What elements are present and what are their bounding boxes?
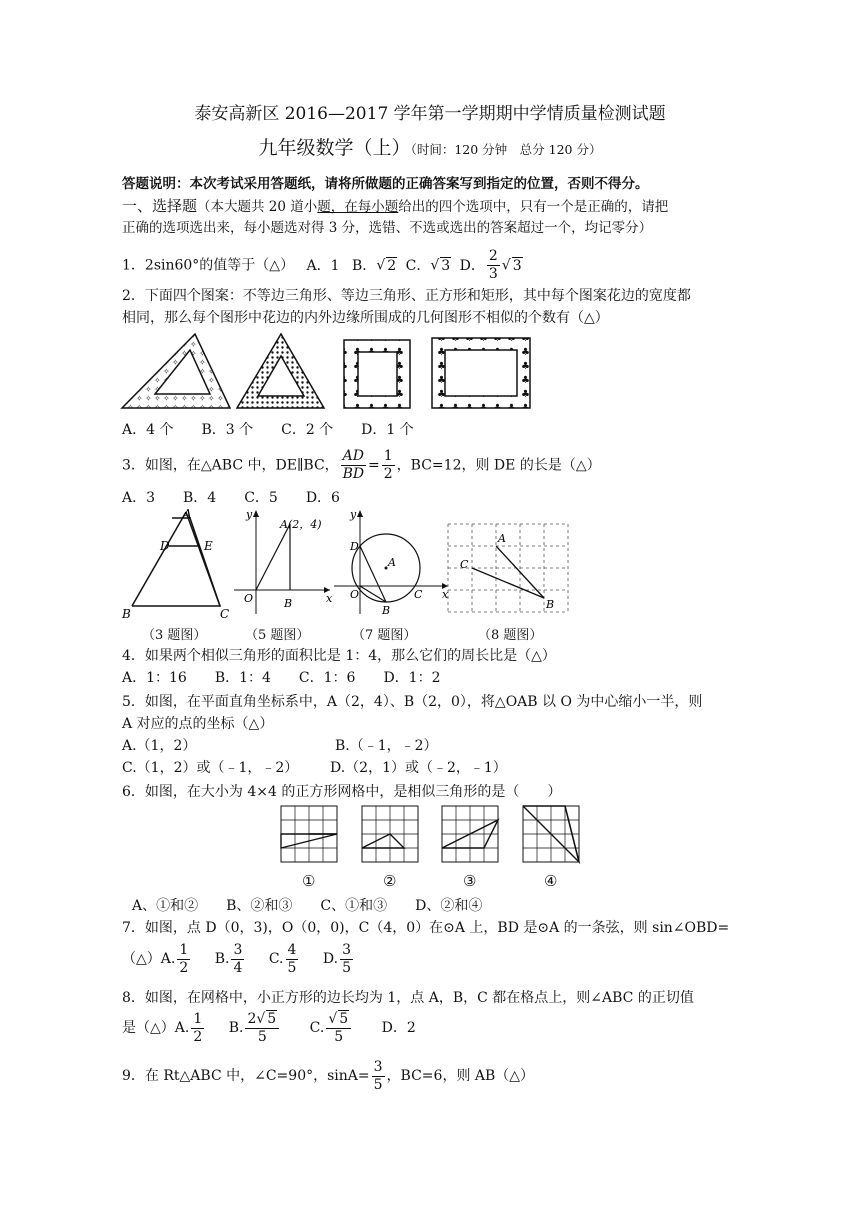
q7-prefix: （△）A. xyxy=(122,951,176,967)
caption-fig7: （7 题图） xyxy=(352,628,417,643)
fig7-label-o: O xyxy=(350,588,360,601)
q2-line1: 2．下面四个图案：不等边三角形、等边三角形、正方形和矩形，其中每个图案花边的宽度都 xyxy=(122,288,691,304)
q7-c-num: 4 xyxy=(287,941,297,958)
q7-b-fraction xyxy=(231,942,244,977)
q3-half-fraction xyxy=(382,448,395,483)
q7-options xyxy=(122,940,355,978)
q7-b-num: 3 xyxy=(233,941,243,958)
fig8-label-a: A xyxy=(498,532,506,545)
q9-stem: 9．在 Rt△ABC 中，∠C=90°，sinA= xyxy=(122,1068,370,1084)
q8-options xyxy=(122,1008,416,1048)
answer-instruction: 答题说明：本次考试采用答题纸，请将所做题的正确答案写到指定的位置，否则不得分。 xyxy=(122,176,649,192)
q9-den: 5 xyxy=(373,1076,383,1093)
q5-option-a: A.（1，2） xyxy=(122,738,197,754)
q3-den2: 2 xyxy=(383,466,393,482)
q8-option-b: B. xyxy=(228,1020,244,1036)
q7-a-num: 1 xyxy=(179,941,189,958)
q9-num: 3 xyxy=(373,1058,383,1075)
q7-line1: 7．如图，点 D（0，3)，O（0，0)，C（4，0）在⊙A 上，BD 是⊙A 的一条弦，则 sin∠OBD= xyxy=(122,920,730,936)
figure-8-grid xyxy=(444,520,574,616)
fig7-label-c: C xyxy=(414,588,423,601)
q1-d-den: 3 xyxy=(488,266,498,282)
section-heading: 一、选择题 xyxy=(122,197,198,215)
fig7-label-b: B xyxy=(382,604,391,617)
q2-options: A．4 个 B．3 个 C．2 个 D．1 个 xyxy=(122,422,414,438)
q7-d-den: 5 xyxy=(342,959,351,976)
q4-stem: 4．如果两个相似三角形的面积比是 1：4，那么它们的周长比是（△） xyxy=(122,648,556,664)
q3-num: AD xyxy=(342,448,365,464)
q1-stem: 1．2sin60°的值等于（△） xyxy=(122,257,295,274)
fig5-axis-y: y xyxy=(246,508,253,521)
fig3-label-e: E xyxy=(204,539,213,553)
q5-line1: 5．如图，在平面直角坐标系中，A（2，4）、B（2，0），将△OAB 以 O 为中心缩小一半，则 xyxy=(122,694,703,710)
grid-2 xyxy=(362,806,418,862)
q1-c-radicand: 3 xyxy=(441,257,451,274)
fig7-label-a: A xyxy=(388,556,396,569)
figure-3 xyxy=(120,508,230,620)
question-1: 1．2sin60°的值等于（△） A．1 B．√ 2 C．√ 3 D． $\frac{2}{3}$ √ 3 xyxy=(122,248,522,282)
underlined-text: 题，在每小题 xyxy=(317,199,399,215)
q3-options: A．3 B．4 C．5 D．6 xyxy=(122,490,340,506)
fig7-axis-x: x xyxy=(442,588,449,601)
fig3-label-a: A xyxy=(183,508,192,521)
q8-c-den: 5 xyxy=(334,1028,344,1045)
q1-b-radicand: 2 xyxy=(387,257,397,274)
q3-tail: ，BC=12，则 DE 的长是（△） xyxy=(396,457,601,474)
q8-a-fraction xyxy=(191,1011,204,1046)
caption-fig5: （5 题图） xyxy=(245,628,310,643)
q8-b-radicand: 5 xyxy=(267,1010,277,1027)
fig8-label-b: B xyxy=(546,598,555,611)
fig5-axis-x: x xyxy=(326,592,333,605)
q1-d-num: 2 xyxy=(488,248,498,264)
q8-option-c: C. xyxy=(309,1020,325,1036)
section-intro-part: 给出的四个选项中，只有一个是正确的，请把 xyxy=(398,199,669,215)
grid-3 xyxy=(442,806,498,862)
q8-line1: 8．如图，在网格中，小正方形的边长均为 1，点 A，B，C 都在格点上，则∠ABC 的正切值 xyxy=(122,990,694,1006)
rectangle-frame xyxy=(432,338,530,408)
q9-tail: ，BC=6，则 AB（△） xyxy=(386,1068,535,1084)
fig8-label-c: C xyxy=(460,558,469,571)
figure-7 xyxy=(330,506,450,618)
q5-option-d: D.（2，1）或（﹣2，﹣1） xyxy=(330,760,507,776)
q3-equals: = xyxy=(368,457,380,474)
question-3 xyxy=(122,448,601,483)
q5-option-b: B.（﹣1，﹣2） xyxy=(335,738,438,754)
grid-label-4: ④ xyxy=(544,872,558,890)
q1-option-d: D． xyxy=(459,257,485,274)
grid-label-2: ② xyxy=(383,872,397,890)
equilateral-triangle-frame xyxy=(237,334,324,408)
q8-b-fraction xyxy=(245,1011,279,1046)
q9-fraction xyxy=(372,1059,385,1094)
q7-d-num: 3 xyxy=(342,941,351,958)
q7-a-den: 2 xyxy=(179,959,189,976)
section-intro-line2: 正确的选项选出来，每小题选对得 3 分，选错、不选或选出的答案超过一个，均记零分） xyxy=(122,220,653,236)
q8-b-num: 2√ 5 xyxy=(245,1011,279,1029)
grid-4 xyxy=(523,806,579,862)
scalene-triangle-frame xyxy=(122,334,230,408)
q7-d-fraction xyxy=(340,942,353,977)
q8-c-fraction xyxy=(326,1011,351,1046)
q8-b-coef: 2 xyxy=(247,1010,257,1027)
q3-den: BD xyxy=(342,466,365,482)
q8-c-radicand: 5 xyxy=(339,1010,349,1027)
q8-prefix: 是（△）A. xyxy=(122,1020,190,1036)
section-intro-line1 xyxy=(122,196,668,217)
q8-option-d: D．2 xyxy=(381,1020,416,1036)
grid-label-1: ① xyxy=(302,872,316,890)
q7-option-b: B. xyxy=(214,951,230,967)
exam-subtitle xyxy=(0,138,860,160)
q7-c-den: 5 xyxy=(287,959,297,976)
q5-line2: A 对应的点的坐标（△） xyxy=(122,716,274,732)
fig3-label-d: D xyxy=(160,539,170,553)
fig5-label-a24: A(2，4) xyxy=(280,518,322,531)
q7-c-fraction xyxy=(286,942,299,977)
subject-title: 九年级数学（上） xyxy=(258,137,411,159)
question-9 xyxy=(122,1056,534,1096)
q1-d-radicand: 3 xyxy=(512,257,522,274)
q7-option-d: D. xyxy=(322,951,339,967)
fig3-label-c: C xyxy=(220,607,230,620)
q8-c-num: √ 5 xyxy=(326,1011,351,1029)
q3-num2: 1 xyxy=(383,448,393,464)
q1-option-a: A．1 xyxy=(306,257,340,274)
q3-stem: 3．如图，在△ABC 中，DE∥BC， xyxy=(122,457,339,474)
caption-fig3: （3 题图） xyxy=(142,628,207,643)
square-frame xyxy=(344,340,410,408)
q6-grids xyxy=(0,804,860,870)
caption-fig8: （8 题图） xyxy=(478,628,543,643)
fig5-label-b: B xyxy=(284,597,293,610)
q7-b-den: 4 xyxy=(233,959,243,976)
q2-line2: 相同，那么每个图形中花边的内外边缘所围成的几何图形不相似的个数有（△） xyxy=(122,310,609,326)
q4-options: A．1：16 B．1：4 C．1：6 D．1：2 xyxy=(122,670,441,686)
q1-d-fraction xyxy=(487,248,500,283)
q7-a-fraction xyxy=(177,942,190,977)
q5-option-c: C.（1，2）或（﹣1，﹣2） xyxy=(122,760,299,776)
q7-option-c: C. xyxy=(268,951,284,967)
exam-title: 泰安高新区 2016—2017 学年第一学期期中学情质量检测试题 xyxy=(194,104,666,124)
figure-5 xyxy=(228,506,338,618)
q8-b-den: 5 xyxy=(257,1028,267,1045)
fig7-axis-y: y xyxy=(350,508,357,521)
section-intro-part: （本大题共 20 道小 xyxy=(197,199,318,215)
q3-ratio-fraction xyxy=(341,448,366,483)
q8-a-den: 2 xyxy=(193,1028,203,1045)
q1-option-b: B． xyxy=(352,257,377,274)
grid-1 xyxy=(281,806,337,862)
q6-stem: 6．如图，在大小为 4×4 的正方形网格中，是相似三角形的是（ ） xyxy=(122,784,562,800)
exam-time-note: （时间：120 分钟 总分 120 分） xyxy=(410,142,602,157)
q2-figures xyxy=(0,330,860,420)
fig7-label-d: D xyxy=(350,540,359,553)
q6-options: A、①和② B、②和③ C、①和③ D、②和④ xyxy=(132,898,483,914)
fig5-label-o: O xyxy=(244,592,254,605)
grid-label-3: ③ xyxy=(463,872,477,890)
fig3-label-b: B xyxy=(122,607,131,620)
q8-a-num: 1 xyxy=(193,1010,203,1027)
q1-option-c: C． xyxy=(405,257,431,274)
